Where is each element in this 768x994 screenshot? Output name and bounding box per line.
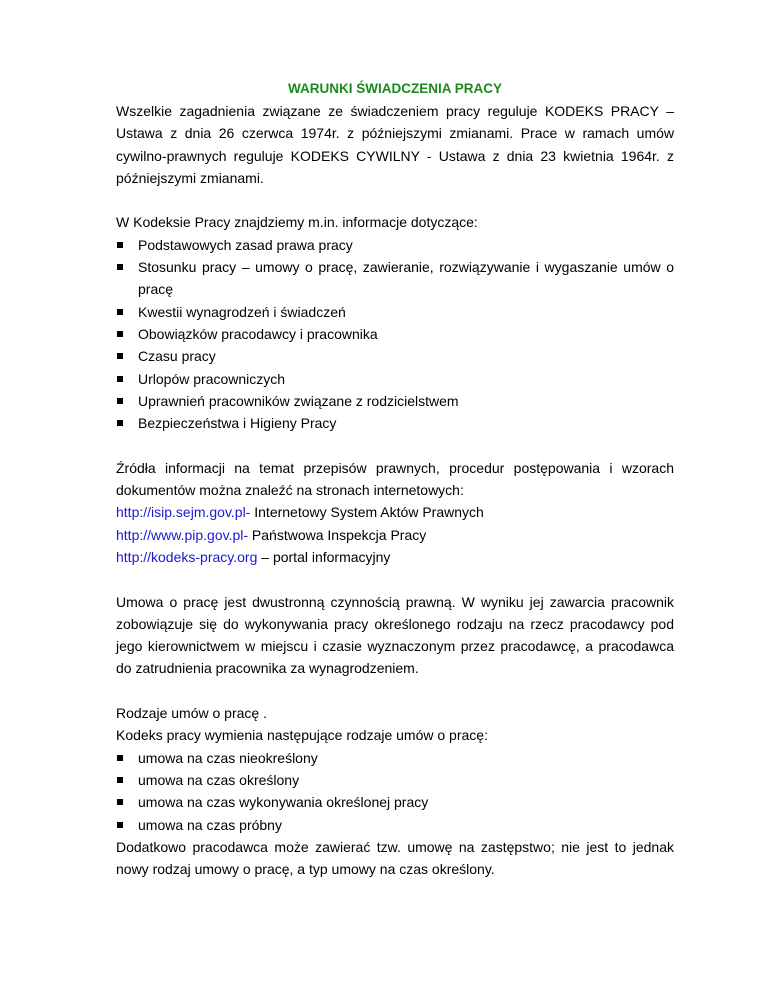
kodeks-heading: W Kodeksie Pracy znajdziemy m.in. informacje dotyczące: xyxy=(116,214,478,231)
umowa-paragraph: Umowa o pracę jest dwustronną czynnością prawną. W wyniku jej zawarcia pracownik zobowiązuje się do wykonywania pracy określonego rodzaju na rzecz pracodawcy pod jego kierownictwem w miejscu i czasie wyznaczonym przez pracodawcę, a pracodawca do zatrudnienia pracownika za wynagrodzeniem. xyxy=(116,593,674,677)
link-line xyxy=(116,501,674,523)
square-bullet-icon xyxy=(117,799,123,805)
square-bullet-icon xyxy=(117,822,123,828)
square-bullet-icon xyxy=(117,420,123,426)
list-item: Kwestii wynagrodzeń i świadczeń xyxy=(116,301,674,323)
square-bullet-icon xyxy=(117,353,123,359)
square-bullet-icon xyxy=(117,755,123,761)
link-description: – portal informacyjny xyxy=(257,548,391,565)
link-line xyxy=(116,546,674,568)
square-bullet-icon xyxy=(117,376,123,382)
page-title: WARUNKI ŚWIADCZENIA PRACY xyxy=(288,81,502,96)
list-item: umowa na czas próbny xyxy=(116,814,674,836)
link-pip[interactable]: http://www.pip.gov.pl- xyxy=(116,526,249,543)
square-bullet-icon xyxy=(117,309,123,315)
square-bullet-icon xyxy=(117,398,123,404)
square-bullet-icon xyxy=(117,331,123,337)
intro-paragraph: Wszelkie zagadnienia związane ze świadczeniem pracy reguluje KODEKS PRACY – Ustawa z dnia 26 czerwca 1974r. z późniejszymi zmianami. Prace w ramach umów cywilno-prawnych reguluje KODEKS CYWILNY - Ustawa z dnia 23 kwietnia 1964r. z późniejszymi zmianami. xyxy=(116,103,674,186)
rodzaje-list xyxy=(116,747,674,836)
list-item: Czasu pracy xyxy=(116,345,674,367)
list-item: Bezpieczeństwa i Higieny Pracy xyxy=(116,412,674,434)
list-item: Stosunku pracy – umowy o pracę, zawieranie, rozwiązywanie i wygaszanie umów o pracę xyxy=(116,256,674,301)
closing-paragraph: Dodatkowo pracodawca może zawierać tzw. umowę na zastępstwo; nie jest to jednak nowy rodzaj umowy o pracę, a typ umowy na czas określony. xyxy=(116,838,674,878)
list-item: umowa na czas wykonywania określonej pracy xyxy=(116,791,674,813)
square-bullet-icon xyxy=(117,777,123,783)
sources-paragraph: Źródła informacji na temat przepisów prawnych, procedur postępowania i wzorach dokumentów można znaleźć na stronach internetowych: xyxy=(116,459,674,499)
list-item: Urlopów pracowniczych xyxy=(116,368,674,390)
link-isip[interactable]: http://isip.sejm.gov.pl- xyxy=(116,504,251,521)
link-kodeks-pracy[interactable]: http://kodeks-pracy.org xyxy=(116,548,258,565)
square-bullet-icon xyxy=(117,264,123,270)
list-item: Uprawnień pracowników związane z rodzicielstwem xyxy=(116,390,674,412)
kodeks-list xyxy=(116,234,674,435)
list-item: Obowiązków pracodawcy i pracownika xyxy=(116,323,674,345)
link-description: Internetowy System Aktów Prawnych xyxy=(250,504,484,521)
list-item: umowa na czas określony xyxy=(116,769,674,791)
list-item: Podstawowych zasad prawa pracy xyxy=(116,234,674,256)
link-description: Państwowa Inspekcja Pracy xyxy=(248,526,427,543)
link-line xyxy=(116,524,674,546)
rodzaje-intro: Kodeks pracy wymienia następujące rodzaje umów o pracę: xyxy=(116,727,488,744)
rodzaje-heading: Rodzaje umów o pracę . xyxy=(116,705,267,722)
square-bullet-icon xyxy=(117,242,123,248)
list-item: umowa na czas nieokreślony xyxy=(116,747,674,769)
